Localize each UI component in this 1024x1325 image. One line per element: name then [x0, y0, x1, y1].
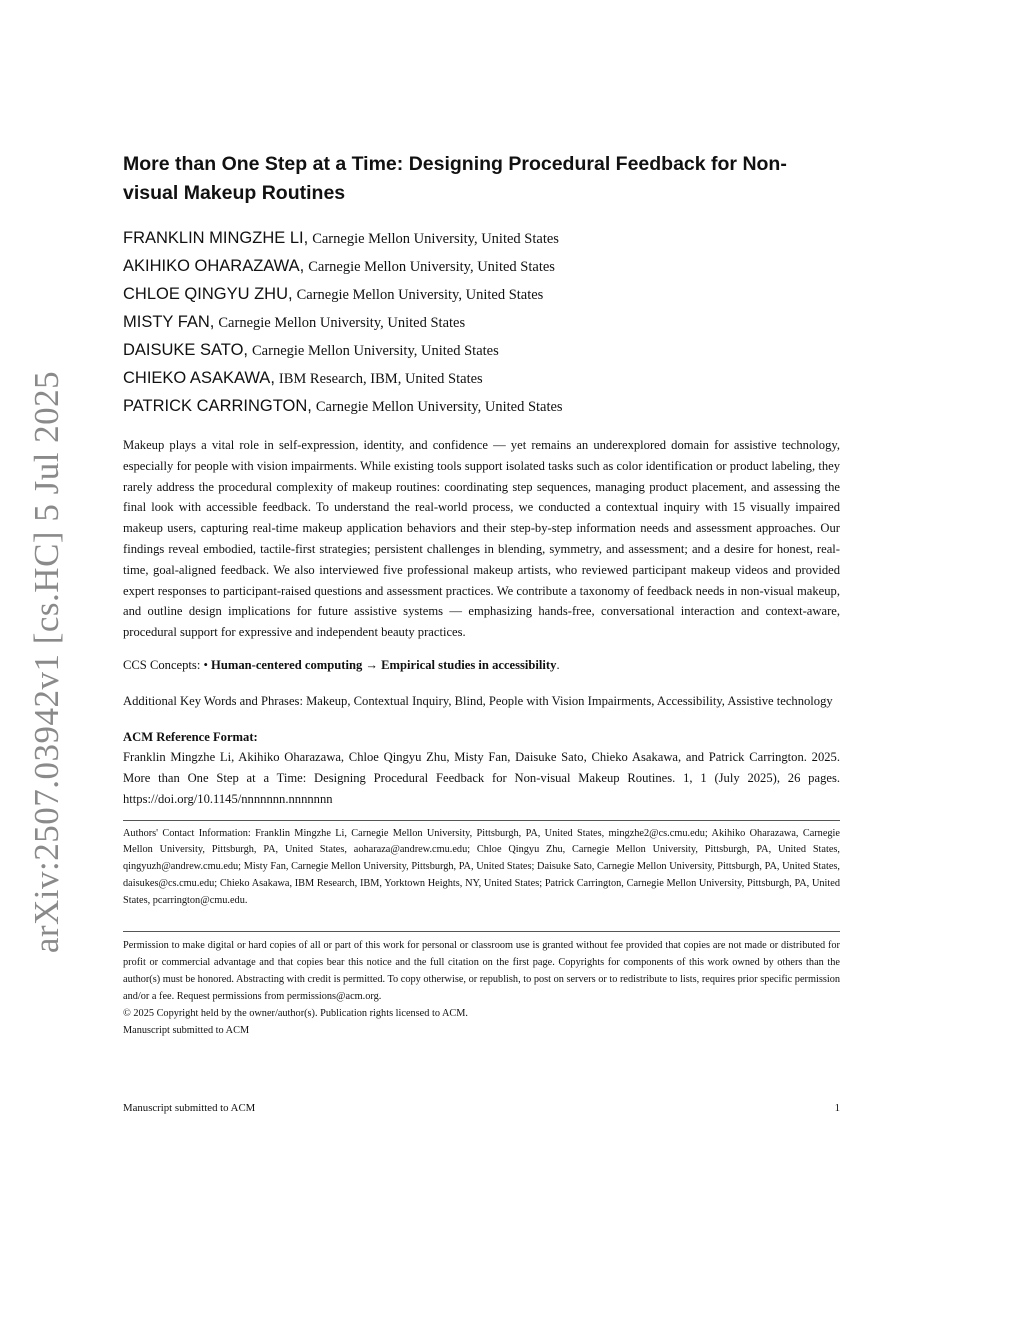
content-column: [123, 150, 840, 1039]
author-affiliation: Carnegie Mellon University, United States: [218, 315, 466, 331]
paper-title: More than One Step at a Time: Designing Procedural Feedback for Non-visual Makeup Routines: [123, 153, 787, 204]
author-name: PATRICK CARRINGTON,: [123, 397, 312, 415]
author-name: FRANKLIN MINGZHE LI,: [123, 229, 309, 247]
author-name: MISTY FAN,: [123, 313, 215, 331]
ccs-concepts: [123, 655, 840, 676]
author-entry: [123, 281, 840, 309]
author-affiliation: Carnegie Mellon University, United States: [308, 259, 555, 275]
ccs-suffix: .: [556, 657, 560, 672]
keywords: Additional Key Words and Phrases: Makeup, Contextual Inquiry, Blind, People with Vision Impairments, Accessibility, Assistive technology: [123, 693, 833, 708]
author-affiliation: Carnegie Mellon University, United States: [252, 343, 499, 359]
contact-divider: [123, 820, 840, 821]
author-entry: [123, 225, 840, 253]
permission-divider: [123, 931, 840, 932]
author-affiliation: Carnegie Mellon University, United States: [296, 287, 544, 303]
arxiv-identifier-stamp: arXiv:2507.03942v1 [cs.HC] 5 Jul 2025: [27, 370, 66, 954]
ccs-prefix: CCS Concepts: •: [123, 657, 212, 672]
page-number: 1: [834, 1102, 840, 1114]
acm-reference-format: [123, 727, 840, 810]
ccs-concept: Human-centered computing → Empirical studies in accessibility: [211, 657, 557, 672]
author-affiliation: IBM Research, IBM, United States: [278, 371, 483, 387]
author-name: CHIEKO ASAKAWA,: [123, 369, 275, 387]
author-affiliation: Carnegie Mellon University, United States: [315, 399, 563, 415]
copyright-notice: © 2025 Copyright held by the owner/author(s). Publication rights licensed to ACM.: [123, 1008, 469, 1020]
author-entry: [123, 309, 840, 337]
author-entry: [123, 337, 840, 365]
author-entry: [123, 393, 840, 421]
reference-heading: ACM Reference Format:: [123, 729, 258, 744]
permission-notice: Permission to make digital or hard copies of all or part of this work for personal or classroom use is granted without fee provided that copies are not made or distributed for profit or commercial advantage and that copies bear this notice and the full citation on the first page. Copyrights for components of this work owned by others than the author(s) must be honored. Abstracting with credit is permitted. To copy otherwise, or republish, to post on servers or to redistribute to lists, requires prior specific permission and/or a fee. Request permissions from permissions@acm.org.: [123, 940, 840, 1003]
author-list: [123, 225, 840, 421]
abstract: Makeup plays a vital role in self-expression, identity, and confidence — yet remains an underexplored domain for assistive technology, especially for people with vision impairments. While existing tools support isolated tasks such as color identification or product labeling, they rarely address the procedural complexity of makeup routines: coordinating step sequences, managing product placement, and assessing the final look with accessible feedback. To understand the real-world process, we conducted a contextual inquiry with 15 visually impaired makeup users, capturing real-time makeup application behaviors and their step-by-step information needs and assessment approaches. Our findings reveal embodied, tactile-first strategies; persistent challenges in blending, symmetry, and assessment; and a desire for honest, real-time, goal-aligned feedback. We also interviewed five professional makeup artists, who reviewed participant makeup videos and provided expert responses to participant-raised questions and assessment practices. We contribute a taxonomy of feedback needs in non-visual makeup, and outline design implications for future assistive systems — emphasizing hands-free, conversational interaction and context-aware, procedural support for expressive and independent beauty practices.: [123, 438, 840, 640]
author-affiliation: Carnegie Mellon University, United States: [312, 231, 559, 247]
author-name: AKIHIKO OHARAZAWA,: [123, 257, 305, 275]
author-entry: [123, 253, 840, 281]
footer-manuscript-label: Manuscript submitted to ACM: [123, 1102, 256, 1114]
author-name: CHLOE QINGYU ZHU,: [123, 285, 293, 303]
author-entry: [123, 365, 840, 393]
author-name: DAISUKE SATO,: [123, 341, 249, 359]
manuscript-note: Manuscript submitted to ACM: [123, 1025, 250, 1037]
reference-text: Franklin Mingzhe Li, Akihiko Oharazawa, Chloe Qingyu Zhu, Misty Fan, Daisuke Sato, Chieko Asakawa, and Patrick Carrington. 2025. More than One Step at a Time: Designing Procedural Feedback for Non-visual Makeup Routines. 1, 1 (July 2025), 26 pages. https://doi.org/10.1145/nnnnnnn.nnnnnnn: [123, 750, 840, 806]
author-contact-information: Authors' Contact Information: Franklin Mingzhe Li, Carnegie Mellon University, Pittsburgh, PA, United States, mingzhe2@cs.cmu.edu; Akihiko Oharazawa, Carnegie Mellon University, Pittsburgh, PA, United States, aoharaza@andrew.cmu.edu; Chloe Qingyu Zhu, Carnegie Mellon University, Pittsburgh, PA, United States, qingyuzh@andrew.cmu.edu; Misty Fan, Carnegie Mellon University, Pittsburgh, PA, United States; Daisuke Sato, Carnegie Mellon University, Pittsburgh, PA, United States, daisukes@cs.cmu.edu; Chieko Asakawa, IBM Research, IBM, Yorktown Heights, NY, United States; Patrick Carrington, Carnegie Mellon University, Pittsburgh, PA, United States, pcarrington@cmu.edu.: [123, 827, 840, 906]
